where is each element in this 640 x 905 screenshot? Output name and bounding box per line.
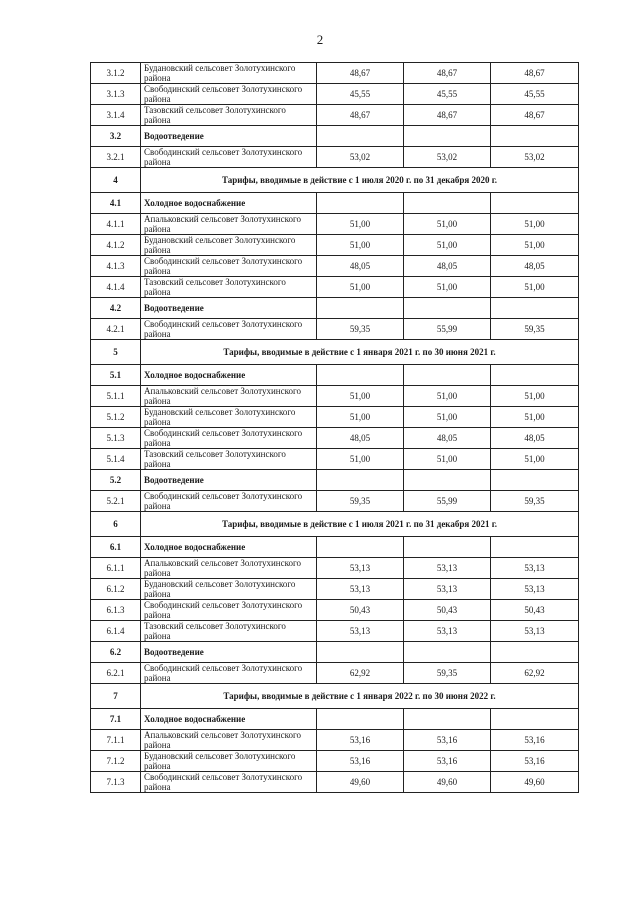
row-number: 6.1.4: [91, 621, 141, 642]
row-number: 5.1.4: [91, 449, 141, 470]
subsection-row: [91, 709, 579, 730]
subsection-title: Водоотведение: [141, 470, 317, 491]
section-number: 7: [91, 684, 141, 709]
table-row: [91, 558, 579, 579]
tariff-value-1: 59,35: [317, 491, 404, 512]
row-number: 4.1.1: [91, 214, 141, 235]
tariff-value-2: 49,60: [404, 772, 491, 793]
tariff-value-2: 51,00: [404, 407, 491, 428]
tariff-value-3: 50,43: [491, 600, 579, 621]
row-name: Свободинский сельсовет Золотухинского района: [141, 600, 317, 621]
table-row: [91, 600, 579, 621]
row-number: 4.1.3: [91, 256, 141, 277]
row-name: Свободинский сельсовет Золотухинского района: [141, 772, 317, 793]
tariff-value-1: 62,92: [317, 663, 404, 684]
row-number: 6.1.3: [91, 600, 141, 621]
tariff-value-2: 55,99: [404, 491, 491, 512]
row-number: 3.1.4: [91, 105, 141, 126]
tariff-value-3: 48,05: [491, 428, 579, 449]
subsection-title: Холодное водоснабжение: [141, 193, 317, 214]
tariff-value-1: 48,05: [317, 256, 404, 277]
row-name: Будановский сельсовет Золотухинского района: [141, 751, 317, 772]
row-name: Свободинский сельсовет Золотухинского района: [141, 147, 317, 168]
row-name: Свободинский сельсовет Золотухинского района: [141, 256, 317, 277]
subsection-number: 4.1: [91, 193, 141, 214]
tariff-value-1: 51,00: [317, 407, 404, 428]
row-name: Апальковский сельсовет Золотухинского района: [141, 730, 317, 751]
row-number: 7.1.2: [91, 751, 141, 772]
subsection-title: Водоотведение: [141, 298, 317, 319]
row-name: Свободинский сельсовет Золотухинского района: [141, 84, 317, 105]
table-row: [91, 214, 579, 235]
tariff-value-2: 51,00: [404, 277, 491, 298]
tariff-value-1: 45,55: [317, 84, 404, 105]
row-name: Тазовский сельсовет Золотухинского района: [141, 449, 317, 470]
row-name: Апальковский сельсовет Золотухинского района: [141, 214, 317, 235]
tariff-value-1: 48,05: [317, 428, 404, 449]
row-name: Апальковский сельсовет Золотухинского района: [141, 386, 317, 407]
tariff-value-1: 53,16: [317, 751, 404, 772]
row-number: 3.1.2: [91, 63, 141, 84]
table-row: [91, 386, 579, 407]
subsection-number: 6.2: [91, 642, 141, 663]
row-name: Апальковский сельсовет Золотухинского района: [141, 558, 317, 579]
table-row: [91, 491, 579, 512]
row-name: Свободинский сельсовет Золотухинского района: [141, 319, 317, 340]
table-row: [91, 256, 579, 277]
row-number: 3.2.1: [91, 147, 141, 168]
table-row: [91, 730, 579, 751]
tariff-value-2: 51,00: [404, 386, 491, 407]
tariff-value-1: 48,67: [317, 63, 404, 84]
section-row: [91, 340, 579, 365]
row-number: 6.1.2: [91, 579, 141, 600]
tariff-value-1: 51,00: [317, 277, 404, 298]
tariff-value-3: 53,13: [491, 558, 579, 579]
tariff-value-3: 49,60: [491, 772, 579, 793]
subsection-number: 5.2: [91, 470, 141, 491]
tariff-value-2: 45,55: [404, 84, 491, 105]
subsection-number: 7.1: [91, 709, 141, 730]
tariff-value-2: 48,67: [404, 63, 491, 84]
row-name: Тазовский сельсовет Золотухинского района: [141, 277, 317, 298]
tariff-table-body: [91, 63, 579, 793]
section-title: Тарифы, вводимые в действие с 1 января 2021 г. по 30 июня 2021 г.: [141, 340, 579, 365]
row-name: Будановский сельсовет Золотухинского района: [141, 63, 317, 84]
subsection-title: Холодное водоснабжение: [141, 709, 317, 730]
page-number: 2: [316, 32, 324, 47]
subsection-title: Водоотведение: [141, 126, 317, 147]
row-number: 4.1.4: [91, 277, 141, 298]
table-row: [91, 579, 579, 600]
subsection-row: [91, 298, 579, 319]
subsection-row: [91, 537, 579, 558]
tariff-value-3: 53,02: [491, 147, 579, 168]
table-row: [91, 428, 579, 449]
subsection-title: Водоотведение: [141, 642, 317, 663]
tariff-value-3: 53,13: [491, 579, 579, 600]
row-name: Будановский сельсовет Золотухинского района: [141, 579, 317, 600]
row-number: 7.1.1: [91, 730, 141, 751]
tariff-value-2: 48,05: [404, 256, 491, 277]
section-number: 5: [91, 340, 141, 365]
row-number: 5.2.1: [91, 491, 141, 512]
tariff-value-1: 51,00: [317, 386, 404, 407]
tariff-value-1: 51,00: [317, 214, 404, 235]
subsection-row: [91, 365, 579, 386]
row-name: Тазовский сельсовет Золотухинского района: [141, 621, 317, 642]
tariff-value-3: 51,00: [491, 386, 579, 407]
row-number: 6.2.1: [91, 663, 141, 684]
subsection-title: Холодное водоснабжение: [141, 537, 317, 558]
row-number: 5.1.2: [91, 407, 141, 428]
section-row: [91, 684, 579, 709]
tariff-value-3: 51,00: [491, 407, 579, 428]
tariff-value-3: 59,35: [491, 491, 579, 512]
section-row: [91, 168, 579, 193]
subsection-number: 6.1: [91, 537, 141, 558]
tariff-value-1: 53,13: [317, 579, 404, 600]
section-title: Тарифы, вводимые в действие с 1 июля 2021 г. по 31 декабря 2021 г.: [141, 512, 579, 537]
tariff-value-2: 51,00: [404, 235, 491, 256]
tariff-value-1: 53,13: [317, 558, 404, 579]
tariff-value-2: 53,13: [404, 621, 491, 642]
tariff-value-3: 51,00: [491, 235, 579, 256]
table-row: [91, 235, 579, 256]
subsection-title: Холодное водоснабжение: [141, 365, 317, 386]
subsection-number: 5.1: [91, 365, 141, 386]
tariff-value-2: 51,00: [404, 449, 491, 470]
subsection-row: [91, 193, 579, 214]
tariff-value-2: 50,43: [404, 600, 491, 621]
subsection-row: [91, 642, 579, 663]
tariff-value-1: 59,35: [317, 319, 404, 340]
tariff-value-2: 48,67: [404, 105, 491, 126]
tariff-value-3: 53,13: [491, 621, 579, 642]
tariff-value-3: 51,00: [491, 277, 579, 298]
tariff-value-2: 48,05: [404, 428, 491, 449]
section-row: [91, 512, 579, 537]
tariff-value-2: 55,99: [404, 319, 491, 340]
section-title: Тарифы, вводимые в действие с 1 января 2022 г. по 30 июня 2022 г.: [141, 684, 579, 709]
row-number: 3.1.3: [91, 84, 141, 105]
tariff-value-2: 53,13: [404, 579, 491, 600]
subsection-row: [91, 470, 579, 491]
table-row: [91, 621, 579, 642]
subsection-row: [91, 126, 579, 147]
tariff-value-3: 48,67: [491, 63, 579, 84]
tariff-value-3: 45,55: [491, 84, 579, 105]
tariff-value-3: 51,00: [491, 449, 579, 470]
table-row: [91, 147, 579, 168]
table-row: [91, 663, 579, 684]
table-row: [91, 772, 579, 793]
table-row: [91, 449, 579, 470]
table-row: [91, 751, 579, 772]
tariff-value-2: 59,35: [404, 663, 491, 684]
tariff-value-1: 53,16: [317, 730, 404, 751]
tariff-value-1: 53,13: [317, 621, 404, 642]
table-row: [91, 105, 579, 126]
tariff-value-2: 53,02: [404, 147, 491, 168]
row-name: Будановский сельсовет Золотухинского района: [141, 235, 317, 256]
table-row: [91, 407, 579, 428]
table-row: [91, 63, 579, 84]
subsection-number: 3.2: [91, 126, 141, 147]
tariff-table: [90, 62, 579, 793]
section-number: 4: [91, 168, 141, 193]
row-number: 5.1.3: [91, 428, 141, 449]
tariff-value-3: 48,67: [491, 105, 579, 126]
row-name: Тазовский сельсовет Золотухинского района: [141, 105, 317, 126]
section-title: Тарифы, вводимые в действие с 1 июля 2020 г. по 31 декабря 2020 г.: [141, 168, 579, 193]
tariff-value-1: 50,43: [317, 600, 404, 621]
tariff-value-1: 51,00: [317, 449, 404, 470]
row-number: 6.1.1: [91, 558, 141, 579]
row-name: Свободинский сельсовет Золотухинского района: [141, 663, 317, 684]
table-row: [91, 319, 579, 340]
tariff-value-3: 51,00: [491, 214, 579, 235]
row-name: Свободинский сельсовет Золотухинского района: [141, 491, 317, 512]
tariff-value-2: 53,13: [404, 558, 491, 579]
row-number: 4.2.1: [91, 319, 141, 340]
tariff-value-3: 59,35: [491, 319, 579, 340]
tariff-value-2: 53,16: [404, 751, 491, 772]
tariff-value-1: 49,60: [317, 772, 404, 793]
table-row: [91, 84, 579, 105]
row-name: Свободинский сельсовет Золотухинского района: [141, 428, 317, 449]
tariff-value-2: 53,16: [404, 730, 491, 751]
tariff-value-3: 48,05: [491, 256, 579, 277]
tariff-value-1: 51,00: [317, 235, 404, 256]
table-row: [91, 277, 579, 298]
subsection-number: 4.2: [91, 298, 141, 319]
row-number: 4.1.2: [91, 235, 141, 256]
tariff-value-2: 51,00: [404, 214, 491, 235]
tariff-value-3: 53,16: [491, 751, 579, 772]
tariff-value-3: 53,16: [491, 730, 579, 751]
tariff-value-1: 48,67: [317, 105, 404, 126]
tariff-value-3: 62,92: [491, 663, 579, 684]
tariff-value-1: 53,02: [317, 147, 404, 168]
row-name: Будановский сельсовет Золотухинского района: [141, 407, 317, 428]
row-number: 5.1.1: [91, 386, 141, 407]
row-number: 7.1.3: [91, 772, 141, 793]
section-number: 6: [91, 512, 141, 537]
